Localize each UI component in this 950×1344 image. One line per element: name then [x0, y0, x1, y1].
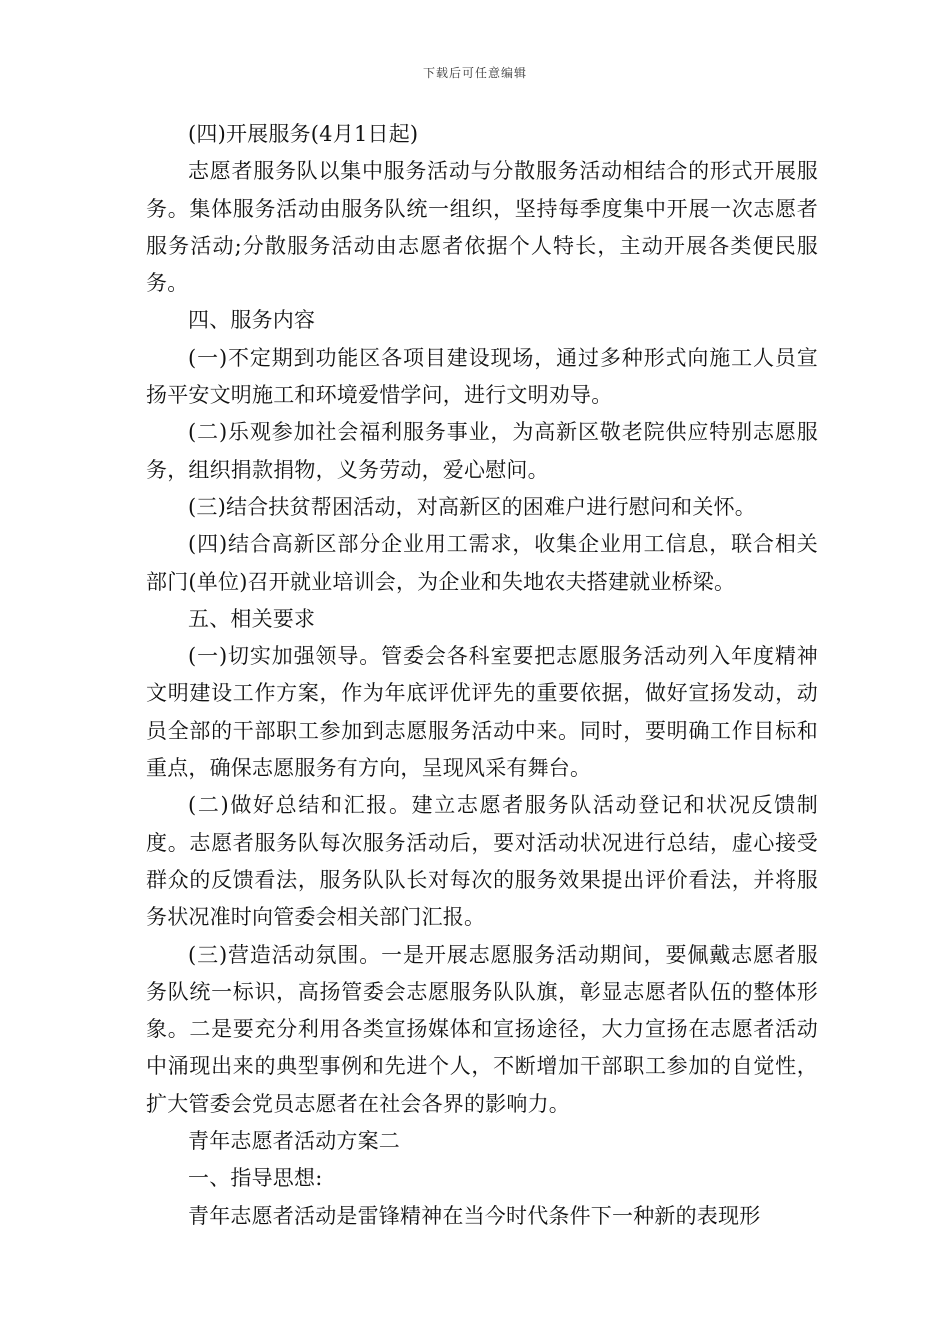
- paragraph-content-item-4: (四)结合高新区部分企业用工需求，收集企业用工信息，联合相关部门(单位)召开就业培训会，为企业和失地农夫搭建就业桥梁。: [146, 532, 818, 594]
- paragraph-content-item-2: (二)乐观参加社会福利服务事业，为高新区敬老院供应特别志愿服务，组织捐款捐物，义务劳动，爱心慰问。: [146, 420, 818, 482]
- paragraph-requirement-3: (三)营造活动氛围。一是开展志愿服务活动期间，要佩戴志愿者服务队统一标识，高扬管委会志愿服务队队旗，彰显志愿者队伍的整体形象。二是要充分利用各类宣扬媒体和宣扬途径，大力宣扬在志愿者活动中涌现出来的典型事例和先进个人，不断增加干部职工参加的自觉性，扩大管委会党员志愿者在社会各界的影响力。: [146, 942, 818, 1116]
- paragraph-service-form: 志愿者服务队以集中服务活动与分散服务活动相结合的形式开展服务。集体服务活动由服务队统一组织，坚持每季度集中开展一次志愿者服务活动;分散服务活动由志愿者依据个人特长，主动开展各类便民服务。: [146, 159, 818, 296]
- section-heading-guiding-ideology: 一、指导思想:: [188, 1166, 323, 1191]
- paragraph-requirement-1: (一)切实加强领导。管委会各科室要把志愿服务活动列入年度精神文明建设工作方案，作为年底评优评先的重要依据，做好宣扬发动，动员全部的干部职工参加到志愿服务活动中来。同时，要明确工作目标和重点，确保志愿服务有方向，呈现风采有舞台。: [146, 644, 818, 781]
- paragraph-requirement-2: (二)做好总结和汇报。建立志愿者服务队活动登记和状况反馈制度。志愿者服务队每次服务活动后，要对活动状况进行总结，虚心接受群众的反馈看法，服务队队长对每次的服务效果提出评价看法，并将服务状况准时向管委会相关部门汇报。: [146, 793, 818, 930]
- section-heading-requirements: 五、相关要求: [188, 606, 316, 631]
- section-title-plan-two: 青年志愿者活动方案二: [188, 1129, 400, 1154]
- document-body: [146, 116, 818, 1235]
- page-header: 下载后可任意编辑: [422, 66, 527, 80]
- paragraph-service-schedule: (四)开展服务(4月1日起): [188, 122, 419, 146]
- paragraph-guiding-ideology: 青年志愿者活动是雷锋精神在当今时代条件下一种新的表现形: [188, 1203, 761, 1228]
- paragraph-content-item-3: (三)结合扶贫帮困活动，对高新区的困难户进行慰问和关怀。: [188, 494, 756, 519]
- section-heading-service-content: 四、服务内容: [188, 308, 316, 333]
- paragraph-content-item-1: (一)不定期到功能区各项目建设现场，通过多种形式向施工人员宣扬平安文明施工和环境爱惜学问，进行文明劝导。: [146, 345, 818, 408]
